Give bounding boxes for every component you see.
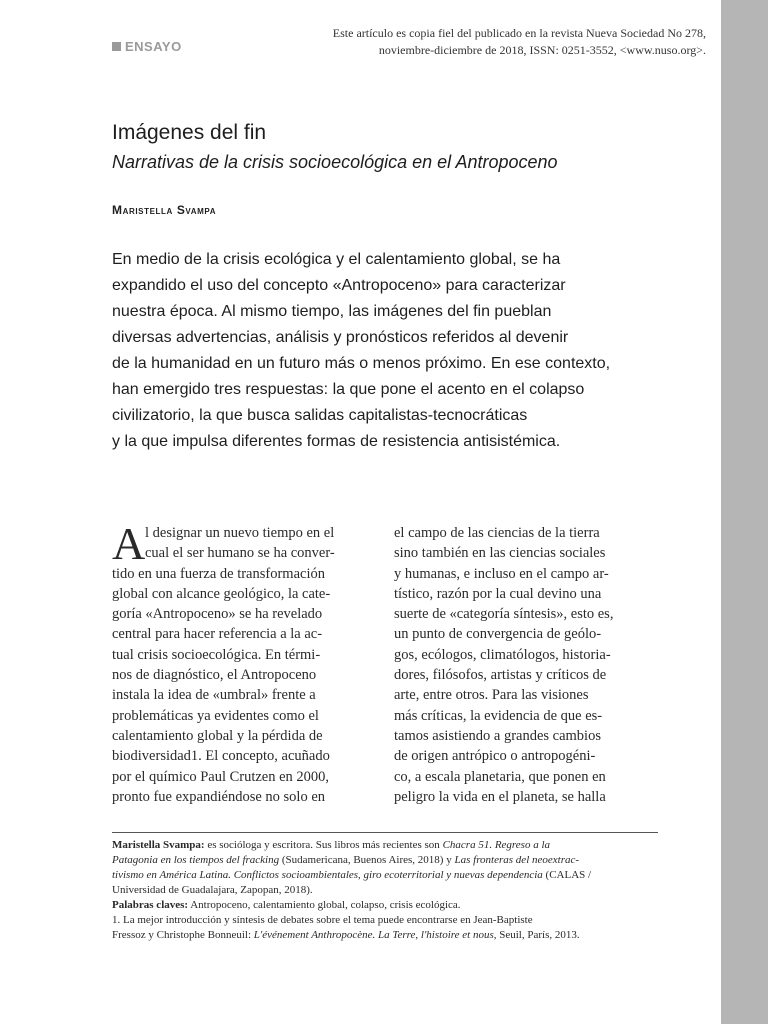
keywords-text: Antropoceno, calentamiento global, colapso, crisis ecológica. <box>188 899 461 911</box>
footnote-line <box>112 928 672 943</box>
body-line: goría «Antropoceno» se ha revelado <box>112 606 323 623</box>
abstract-line: nuestra época. Al mismo tiempo, las imágenes del fin pueblan <box>112 303 552 320</box>
body-line: instala la idea de «umbral» frente a <box>112 687 316 704</box>
body-line: pronto fue expandiéndose no solo en <box>112 788 326 805</box>
body-line: dores, filósofos, artistas y críticos de <box>394 667 607 684</box>
body-line: y humanas, e incluso en el campo ar- <box>394 565 609 582</box>
bio-name: Maristella Svampa: <box>112 839 205 851</box>
author-bio-line: Universidad de Guadalajara, Zapopan, 2018). <box>112 884 313 896</box>
section-label <box>112 39 182 54</box>
abstract-line: y la que impulsa diferentes formas de resistencia antisistémica. <box>112 433 561 450</box>
body-line: biodiversidad1. El concepto, acuñado <box>112 748 330 765</box>
bio-book: Chacra 51. Regreso a la <box>442 839 551 851</box>
abstract-line: civilizatorio, la que busca salidas capitalistas-tecnocráticas <box>112 407 528 424</box>
article-author: Maristella Svampa <box>112 203 217 217</box>
abstract-line: expandido el uso del concepto «Antropoceno» para caracterizar <box>112 277 566 294</box>
footnotes <box>112 838 672 943</box>
article-subtitle: Narrativas de la crisis socioecológica en el Antropoceno <box>112 152 558 172</box>
body-line: más críticas, la evidencia de que es- <box>394 707 603 724</box>
abstract <box>112 247 665 455</box>
body-line: arte, entre otros. Para las visiones <box>394 687 589 704</box>
footnote-text: Fressoz y Christophe Bonneuil: <box>112 929 254 941</box>
author-bio-line <box>112 838 672 853</box>
body-line: gos, ecólogos, climatólogos, historia- <box>394 646 611 663</box>
body-line: por el químico Paul Crutzen en 2000, <box>112 768 330 785</box>
abstract-line: En medio de la crisis ecológica y el calentamiento global, se ha <box>112 251 561 268</box>
body-line: cual el ser humano se ha conver- <box>145 545 335 562</box>
body-line: problemáticas ya evidentes como el <box>112 707 319 724</box>
bio-book: Las fronteras del neoextrac- <box>454 854 580 866</box>
abstract-line: han emergido tres respuestas: la que pone el acento en el colapso <box>112 381 585 398</box>
section-square-icon <box>112 42 121 51</box>
author-bio-line <box>112 853 672 868</box>
footnote-book: L'événement Anthropocène. La Terre, l'histoire et nous <box>253 929 494 941</box>
bio-text: (CALAS / <box>542 869 592 881</box>
page-side-bar <box>721 0 768 1024</box>
article-title: Imágenes del fin <box>112 121 267 144</box>
keywords-line <box>112 898 672 913</box>
body-line: el campo de las ciencias de la tierra <box>394 525 600 541</box>
copy-note <box>226 25 706 59</box>
body-line: tual crisis socioecológica. En térmi- <box>112 646 321 663</box>
abstract-line: diversas advertencias, análisis y pronósticos referidos al devenir <box>112 329 569 346</box>
body-line: de origen antrópico o antropogéni- <box>394 748 596 765</box>
footnote-line: 1. La mejor introducción y síntesis de debates sobre el tema puede encontrarse en Jean-Baptiste <box>112 914 533 926</box>
bio-book: tivismo en América Latina. Conflictos socioambientales, giro ecoterritorial y nuevas dependencia <box>112 869 543 881</box>
body-line: calentamiento global y la pérdida de <box>112 727 323 744</box>
body-line: co, a escala planetaria, que ponen en <box>394 768 606 785</box>
drop-cap: A <box>112 518 146 569</box>
body-line: central para hacer referencia a la ac- <box>112 626 323 643</box>
body-line: suerte de «categoría síntesis», esto es, <box>394 606 614 623</box>
author-bio-line <box>112 868 672 883</box>
bio-text: es socióloga y escritora. Sus libros más recientes son <box>204 839 443 851</box>
footnote-text: , Seuil, París, 2013. <box>493 929 580 941</box>
footnote-divider <box>112 832 658 833</box>
body-line: l designar un nuevo tiempo en el <box>145 525 335 541</box>
bio-book: Patagonia en los tiempos del fracking <box>112 854 280 866</box>
body-line: tístico, razón por la cual devino una <box>394 585 602 602</box>
body-line: un punto de convergencia de geólo- <box>394 626 602 643</box>
body-column-right <box>394 523 657 807</box>
section-label-text: ENSAYO <box>125 39 182 54</box>
body-line: sino también en las ciencias sociales <box>394 545 606 562</box>
body-line: nos de diagnóstico, el Antropoceno <box>112 667 317 684</box>
copy-note-line-1: Este artículo es copia fiel del publicado en la revista Nueva Sociedad No 278, <box>332 26 706 40</box>
copy-note-line-2: noviembre-diciembre de 2018, ISSN: 0251-3552, <www.nuso.org>. <box>378 43 706 57</box>
body-line: tido en una fuerza de transformación <box>112 565 325 582</box>
body-line: peligro la vida en el planeta, se halla <box>394 788 606 805</box>
keywords-label: Palabras claves: <box>112 899 189 911</box>
abstract-line: de la humanidad en un futuro más o menos próximo. En ese contexto, <box>112 355 611 372</box>
body-line: global con alcance geológico, la cate- <box>112 585 331 602</box>
body-column-left <box>112 518 375 807</box>
bio-text: (Sudamericana, Buenos Aires, 2018) y <box>279 854 455 866</box>
body-line: tamos asistiendo a grandes cambios <box>394 727 601 744</box>
